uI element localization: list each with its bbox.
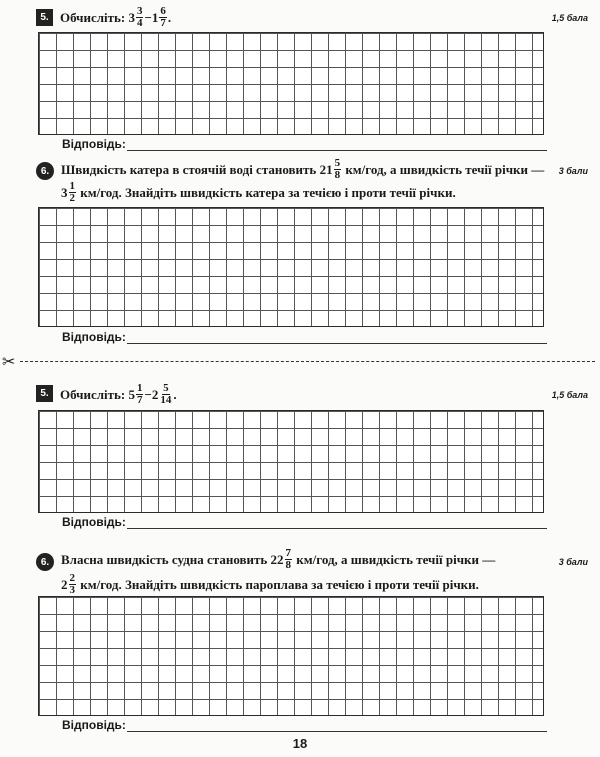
mixed-whole: 3 — [61, 184, 68, 200]
question-text: Швидкість катера в стоячій воді становить — [61, 161, 317, 177]
cut-line — [20, 361, 595, 362]
denominator: 8 — [285, 559, 292, 571]
question-text: Власна швидкість судна становить — [61, 551, 268, 567]
fraction — [69, 181, 77, 204]
denominator: 7 — [136, 394, 143, 406]
mixed-whole: 21 — [319, 161, 333, 177]
mixed-whole: 2 — [61, 576, 68, 592]
task-number-badge: 6. — [36, 162, 54, 180]
operator: − — [144, 9, 152, 25]
denominator: 4 — [136, 17, 143, 29]
task-number-badge: 6. — [36, 553, 54, 571]
operator: . — [167, 9, 172, 25]
task-number-badge: 5. — [36, 385, 53, 402]
numerator: 3 — [136, 5, 143, 17]
answer-grid[interactable] — [38, 596, 544, 716]
numerator: 7 — [285, 547, 292, 559]
task-intro: Обчисліть: — [60, 9, 126, 25]
denominator: 14 — [160, 394, 172, 406]
question-text: км/год, а швидкість течії річки — — [296, 551, 496, 567]
task-question-line1 — [61, 548, 495, 571]
page-number: 18 — [292, 736, 308, 751]
operator: . — [173, 386, 177, 402]
task-question — [60, 383, 177, 406]
task-question-line2 — [61, 181, 456, 204]
mixed-whole: 3 — [128, 9, 135, 25]
task-points: 3 бали — [558, 557, 588, 567]
answer-label: Відповідь: — [62, 718, 126, 732]
task-points: 1,5 бала — [551, 390, 588, 400]
task-points: 3 бали — [558, 166, 588, 176]
numerator: 1 — [69, 180, 75, 192]
answer-line[interactable] — [127, 343, 547, 344]
task-points: 1,5 бала — [551, 13, 588, 23]
task-intro: Обчисліть: — [60, 386, 126, 402]
fraction — [69, 573, 77, 596]
fraction — [136, 383, 144, 406]
task-number-badge: 5. — [36, 9, 53, 26]
numerator: 5 — [334, 157, 341, 169]
numerator: 1 — [136, 382, 143, 394]
answer-line[interactable] — [127, 528, 547, 529]
answer-label: Відповідь: — [62, 515, 126, 529]
denominator: 2 — [69, 192, 75, 204]
answer-grid[interactable] — [38, 207, 544, 327]
mixed-whole: 1 — [151, 9, 159, 25]
task-question-line2 — [61, 573, 479, 596]
mixed-whole: 5 — [128, 386, 135, 402]
task-question — [60, 6, 171, 29]
answer-grid[interactable] — [38, 410, 544, 513]
scissors-icon: ✂ — [2, 352, 16, 371]
fraction — [285, 548, 293, 571]
task-question-line1 — [61, 158, 544, 181]
question-text: км/год. Знайдіть швидкість катера за течією і проти течії річки. — [80, 184, 456, 200]
numerator: 5 — [163, 382, 169, 394]
question-text: км/год. Знайдіть швидкість пароплава за течією і проти течії річки. — [80, 576, 479, 592]
answer-label: Відповідь: — [62, 330, 126, 344]
operator: − — [144, 386, 152, 402]
fraction — [334, 158, 342, 181]
answer-line[interactable] — [127, 731, 547, 732]
numerator: 6 — [160, 5, 166, 17]
fraction — [136, 6, 144, 29]
mixed-whole: 22 — [270, 551, 284, 567]
question-text: км/год, а швидкість течії річки — — [345, 161, 545, 177]
denominator: 7 — [160, 17, 166, 29]
numerator: 2 — [69, 572, 75, 584]
fraction — [159, 6, 167, 29]
answer-line[interactable] — [127, 150, 547, 151]
answer-label: Відповідь: — [62, 137, 126, 151]
fraction — [159, 383, 172, 406]
denominator: 3 — [69, 584, 75, 596]
denominator: 8 — [334, 169, 341, 181]
mixed-whole: 2 — [151, 386, 159, 402]
answer-grid[interactable] — [38, 32, 544, 135]
